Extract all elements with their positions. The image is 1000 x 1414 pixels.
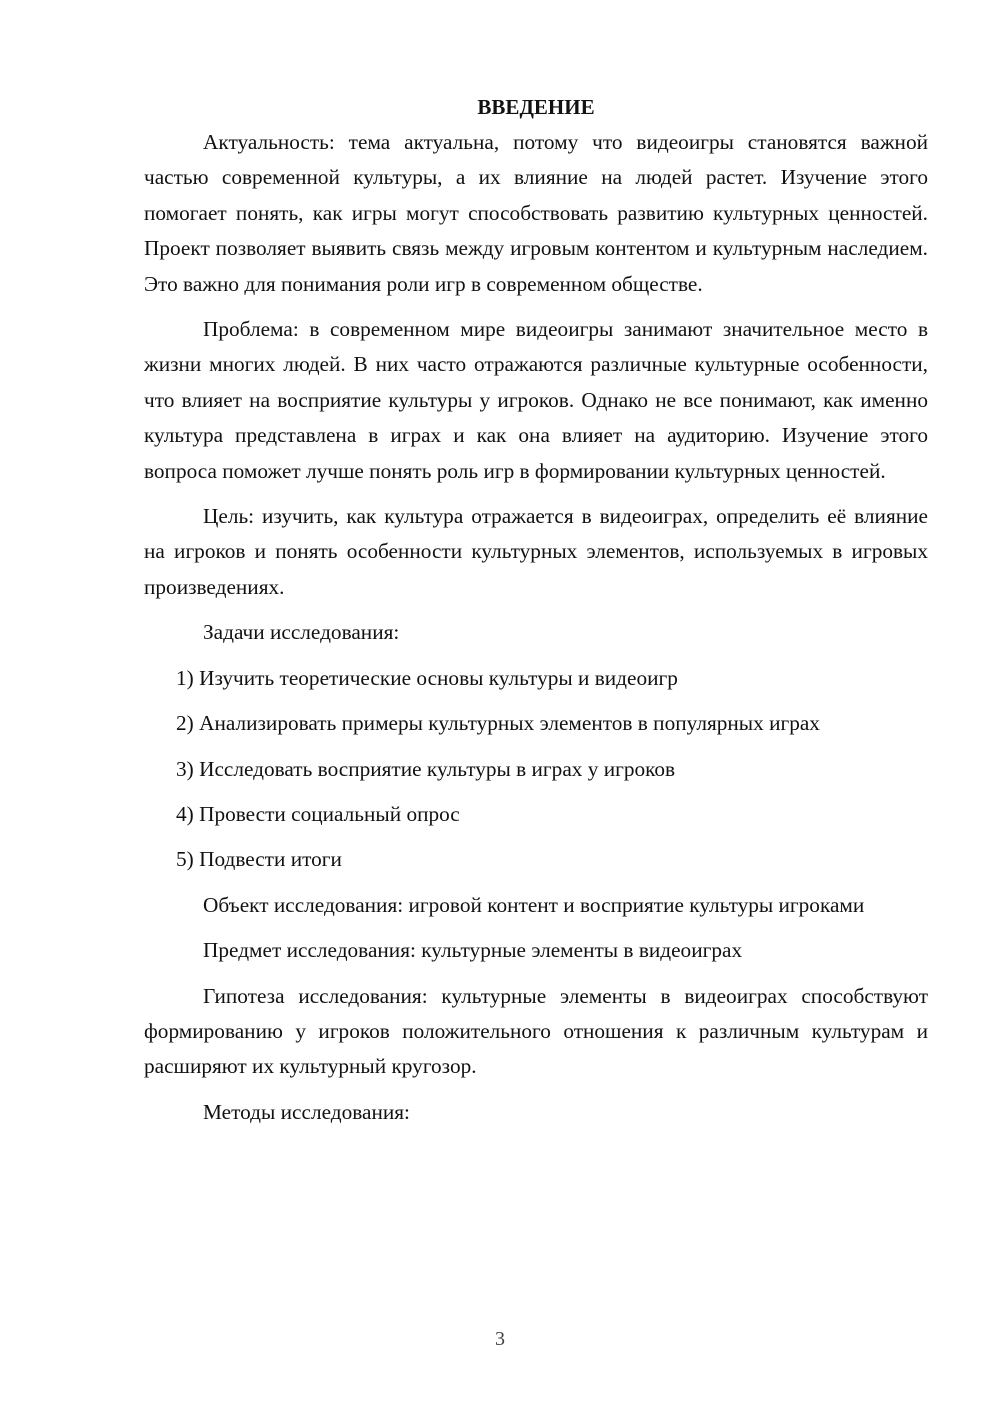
task-item-1: 1) Изучить теоретические основы культуры и видеоигр — [176, 665, 678, 690]
problem-paragraph: Проблема: в современном мире видеоигры занимают значительное место в жизни многих людей. В них часто отражаются различные культурные особенности, что влияет на восприятие культуры у игроков. Однако не все понимают, как именно культура представлена в играх и как она влияет на аудиторию. Изучение этого вопроса поможет лучше понять роль игр в формировании культурных ценностей. — [144, 317, 928, 483]
relevance-paragraph: Актуальность: тема актуальна, потому что видеоигры становятся важной частью современной культуры, а их влияние на людей растет. Изучение этого помогает понять, как игры могут способствовать развитию культурных ценностей. Проект позволяет выявить связь между игровым контентом и культурным наследием. Это важно для понимания роли игр в современном обществе. — [144, 130, 928, 296]
task-item-4: 4) Провести социальный опрос — [176, 801, 460, 826]
goal-paragraph: Цель: изучить, как культура отражается в видеоиграх, определить её влияние на игроков и понять особенности культурных элементов, используемых в игровых произведениях. — [144, 504, 928, 599]
methods-heading: Методы исследования: — [203, 1099, 410, 1124]
object-paragraph: Объект исследования: игровой контент и восприятие культуры игроками — [203, 892, 865, 917]
hypothesis-paragraph: Гипотеза исследования: культурные элементы в видеоиграх способствуют формированию у игроков положительного отношения к различным культурам и расширяют их культурный кругозор. — [144, 983, 928, 1079]
task-item-5: 5) Подвести итоги — [176, 847, 342, 872]
subject-paragraph: Предмет исследования: культурные элементы в видеоиграх — [203, 938, 743, 963]
page-number: 3 — [495, 1328, 505, 1350]
page-title: ВВЕДЕНИЕ — [477, 95, 595, 119]
task-item-2: 2) Анализировать примеры культурных элементов в популярных играх — [176, 711, 820, 736]
tasks-heading: Задачи исследования: — [203, 620, 400, 645]
document-page — [144, 90, 928, 1140]
task-item-3: 3) Исследовать восприятие культуры в играх у игроков — [176, 756, 676, 781]
